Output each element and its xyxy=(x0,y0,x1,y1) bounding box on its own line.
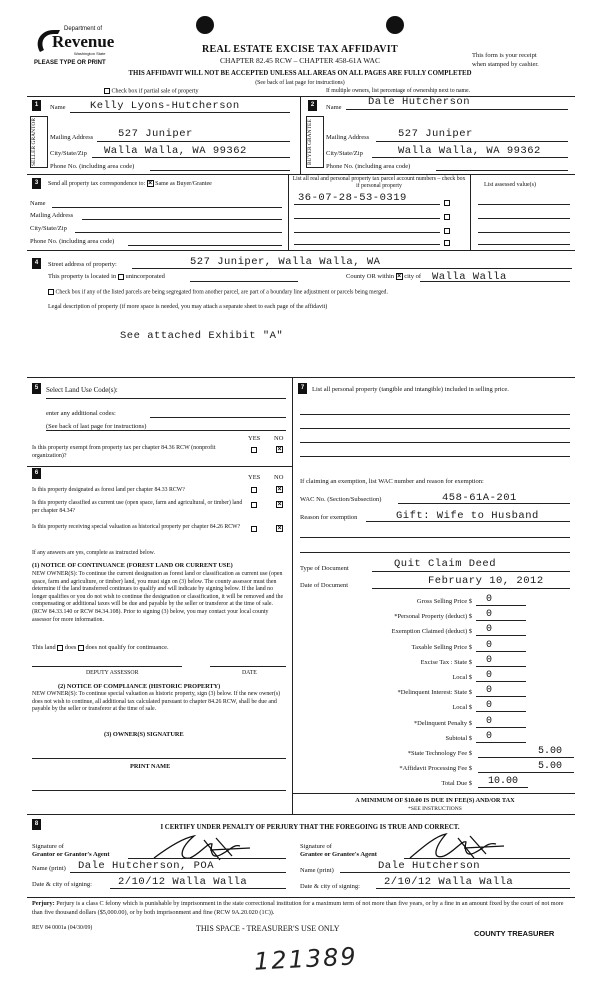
tax-row-label: Gross Selling Price $ xyxy=(416,598,472,605)
section-number-8: 8 xyxy=(32,819,41,830)
county-row xyxy=(346,273,421,280)
owner-signature-label: (3) OWNER(S) SIGNATURE xyxy=(104,731,184,738)
certify-statement: I CERTIFY UNDER PENALTY OF PERJURY THAT THE FOREGOING IS TRUE AND CORRECT. xyxy=(160,824,460,831)
section-number-4: 4 xyxy=(32,258,41,269)
exempt-yes-checkbox[interactable] xyxy=(251,447,257,453)
tax-row-value[interactable]: 10.00 xyxy=(488,776,519,788)
notice1-title: (1) NOTICE OF CONTINUANCE (FOREST LAND OR CURRENT USE) xyxy=(32,562,233,569)
partial-sale-label: Check box if partial sale of property xyxy=(111,88,199,95)
corr-name-label: Name xyxy=(30,200,46,207)
county-label: County OR within xyxy=(346,273,395,280)
perjury-label: Perjury: xyxy=(32,900,55,907)
tax-row-value[interactable]: 0 xyxy=(486,654,493,666)
buyer-address[interactable]: 527 Juniper xyxy=(398,128,473,140)
grantor-date-city[interactable]: 2/10/12 Walla Walla xyxy=(118,876,248,888)
exemption-reason[interactable]: Gift: Wife to Husband xyxy=(396,510,539,522)
tax-row-label: *Delinquent Penalty $ xyxy=(413,719,472,727)
property-city[interactable]: Walla Walla xyxy=(432,271,507,283)
partial-sale-checkbox[interactable] xyxy=(104,88,110,94)
legal-label: Legal description of property (if more space is needed, you may attach a separate sheet to each page of the affidavit) xyxy=(48,304,328,310)
personal-property-label: List all personal property (tangible and intangible) included in selling price. xyxy=(312,386,509,393)
logo-top: Department of xyxy=(64,26,103,32)
city-of-checkbox[interactable]: × xyxy=(397,273,402,281)
additional-codes-label: enter any additional codes: xyxy=(46,410,116,417)
grantee-printed-name[interactable]: Dale Hutcherson xyxy=(378,860,481,872)
tax-row-label: Total Due $ xyxy=(441,780,472,788)
located-row xyxy=(48,273,165,280)
corr-city-label: City/State/Zip xyxy=(30,225,67,232)
tax-row-label: Taxable Selling Price $ xyxy=(411,643,472,651)
tax-row-value[interactable]: 0 xyxy=(486,609,493,621)
buyer-phone-label: Phone No. (including area code) xyxy=(326,163,411,170)
land-use-label: Select Land Use Code(s): xyxy=(46,386,118,394)
segregated-checkbox[interactable] xyxy=(48,289,54,295)
tax-row-label: Excise Tax : State $ xyxy=(420,658,472,666)
treasurer-space: THIS SPACE - TREASURER'S USE ONLY xyxy=(196,924,340,933)
tax-row-value[interactable]: 0 xyxy=(486,624,493,636)
q2-yes-checkbox[interactable] xyxy=(251,502,257,508)
seller-name-label: Name xyxy=(50,104,66,111)
form-number: REV 84 0001a (04/30/09) xyxy=(32,925,93,931)
section-number-6: 6 xyxy=(32,468,41,479)
receipt-note-1: This form is your receipt xyxy=(472,52,537,59)
grantee-name-label: Name (print) xyxy=(300,867,334,874)
seller-city-label: City/State/Zip xyxy=(50,150,87,157)
legal-description[interactable]: See attached Exhibit "A" xyxy=(120,330,284,342)
tax-row-value[interactable]: 0 xyxy=(486,730,493,742)
located-label: This property is located in xyxy=(48,273,117,280)
land-use-yes-header: YES xyxy=(248,435,261,442)
buyer-address-label: Mailing Address xyxy=(326,134,370,141)
this-land-row xyxy=(32,644,169,651)
tax-row-label: *Delinquent Interest: State $ xyxy=(397,689,472,697)
q3-no-checkbox[interactable]: × xyxy=(277,525,282,532)
section-number-7: 7 xyxy=(298,383,307,394)
logo-main: Revenue xyxy=(52,32,115,51)
tax-row-value[interactable]: 0 xyxy=(486,685,493,697)
perjury-block xyxy=(32,900,572,917)
tax-row-label: Subtotal $ xyxy=(445,734,472,742)
parcel-checkbox-3[interactable] xyxy=(444,228,450,234)
notice2-title: (2) NOTICE OF COMPLIANCE (HISTORIC PROPERTY) xyxy=(58,683,221,690)
logo-sub: Washington State xyxy=(74,51,106,56)
tax-row-value[interactable]: 0 xyxy=(486,700,493,712)
tax-row-value[interactable]: 5.00 xyxy=(538,746,563,757)
unincorporated-label: unincorporated xyxy=(125,273,165,280)
receipt-note-2: when stamped by cashier. xyxy=(472,61,539,68)
section-number-2: 2 xyxy=(308,100,317,111)
perjury-text: Perjury is a class C felony which is punishable by imprisonment in the state correctional institution for a maximum term of not more than five years, or by a fine in an amount fixed by the court of not more than five thousand dollars ($5,000.00), or by both imprisonment and fine (RCW 9A.20.020 (1C)). xyxy=(32,900,564,916)
does-checkbox[interactable] xyxy=(57,645,63,651)
correspondence-label-pre: Send all property tax correspondence to: xyxy=(48,180,146,187)
buyer-name[interactable]: Dale Hutcherson xyxy=(368,96,471,108)
stamp-number: 121389 xyxy=(253,942,359,976)
segregated-note: Check box if any of the listed parcels are being segregated from another parcel, are part of a boundary line adjustment or parcels being merged. xyxy=(55,289,388,296)
please-type: PLEASE TYPE OR PRINT xyxy=(34,60,106,66)
tax-row-label: *Personal Property (deduct) $ xyxy=(394,613,472,621)
tax-row-label: Local $ xyxy=(452,704,472,712)
buyer-city-label: City/State/Zip xyxy=(326,150,363,157)
section-number-3: 3 xyxy=(32,178,41,189)
land-use-no-header: NO xyxy=(274,435,284,442)
form-title: REAL ESTATE EXCISE TAX AFFIDAVIT xyxy=(202,44,398,55)
tax-row-label: Local $ xyxy=(452,674,472,681)
tax-row-value[interactable]: 5.00 xyxy=(538,761,563,773)
assessed-header: List assessed value(s) xyxy=(484,182,536,188)
exempt-no-checkbox[interactable]: × xyxy=(277,446,282,453)
city-of-label: city of xyxy=(404,273,422,280)
parcel-checkbox-2[interactable] xyxy=(444,214,450,220)
tax-row-label: Exemption Claimed (deduct) $ xyxy=(391,628,472,636)
tax-row-value[interactable]: 0 xyxy=(486,639,493,651)
does-not-label: does not qualify for continuance. xyxy=(85,644,169,651)
wac-label: WAC No. (Section/Subsection) xyxy=(300,496,382,503)
street-label: Street address of property: xyxy=(48,261,117,268)
multiple-owners-note: If multiple owners, list percentage of ownership next to name. xyxy=(326,88,471,94)
minimum-fee-note: A MINIMUM OF $10.00 IS DUE IN FEE(S) AND/OR TAX xyxy=(355,797,515,804)
grantee-sig-label-1: Signature of xyxy=(300,843,332,850)
parcel-checkbox-1[interactable] xyxy=(444,200,450,206)
exempt-question: Is this property exempt from property tax per chapter 84.36 RCW (nonprofit organization)? xyxy=(32,445,216,459)
seller-side-label: SELLER GRANTOR xyxy=(30,116,48,168)
street-address[interactable]: 527 Juniper, Walla Walla, WA xyxy=(190,256,381,268)
county-treasurer: COUNTY TREASURER xyxy=(474,929,555,938)
section-number-1: 1 xyxy=(32,100,41,111)
forest-q3: Is this property receiving special valuation as historical property per chapter 84.26 RCW? xyxy=(32,524,241,530)
logo xyxy=(34,24,124,60)
notice1-body: NEW OWNER(S): To continue the current designation as forest land or classification as current use (open space, farm and agriculture, or timber) land, you must sign on (3) below. The county assessor must then determine if the land transferred continues to qualify and will indicate by signing below. If the land no longer qualifies or you do not wish to continue the designation or classification, it will be removed and the compensating or additional taxes will be due and payable by the seller or transferor at the time of sale. (RCW 84.33.140 or RCW 84.34.108). Prior to signing (3) below, you may contact your local county assessor for more information. xyxy=(32,571,284,623)
unincorporated-checkbox[interactable] xyxy=(118,274,124,280)
buyer-side-label: BUYER GRANTEE xyxy=(306,116,324,168)
grantee-date-city[interactable]: 2/10/12 Walla Walla xyxy=(384,876,514,888)
forest-q1: Is this property designated as forest land per chapter 84.33 RCW? xyxy=(32,487,185,493)
seller-city[interactable]: Walla Walla, WA 99362 xyxy=(104,145,247,157)
doc-date-label: Date of Document xyxy=(300,582,349,589)
deputy-date-label: DATE xyxy=(242,670,257,676)
same-as-buyer-checkbox[interactable]: × xyxy=(148,180,153,187)
reason-label: Reason for exemption xyxy=(300,514,358,521)
tax-row-label: *Affidavit Processing Fee $ xyxy=(399,765,472,773)
forest-no-header: NO xyxy=(274,474,284,481)
seller-phone-label: Phone No. (including area code) xyxy=(50,163,135,170)
punch-hole-right-icon xyxy=(386,16,404,34)
parcel-checkbox-4[interactable] xyxy=(444,240,450,246)
q2-no-checkbox[interactable]: × xyxy=(277,501,282,508)
buyer-name-label: Name xyxy=(326,104,342,111)
seller-address-label: Mailing Address xyxy=(50,134,94,141)
grantor-name-label: Name (print) xyxy=(32,865,66,872)
partial-sale-row xyxy=(104,88,198,94)
form-subtitle: CHAPTER 82.45 RCW – CHAPTER 458-61A WAC xyxy=(220,56,380,65)
corr-phone-label: Phone No. (including area code) xyxy=(30,238,115,245)
see-instructions-note: *SEE INSTRUCTIONS xyxy=(408,806,462,812)
seller-name[interactable]: Kelly Lyons-Hutcherson xyxy=(90,100,240,112)
grantor-date-label: Date & city of signing: xyxy=(32,881,92,888)
section-number-5: 5 xyxy=(32,383,41,394)
correspondence-row xyxy=(48,180,212,187)
tax-row-value[interactable]: 0 xyxy=(486,715,493,727)
grantee-date-label: Date & city of signing: xyxy=(300,883,360,890)
any-yes-note: If any answers are yes, complete as instructed below. xyxy=(32,550,155,556)
print-name-label: PRINT NAME xyxy=(130,763,171,770)
grantor-printed-name[interactable]: Dale Hutcherson, POA xyxy=(78,860,215,872)
tax-row-value[interactable]: 0 xyxy=(486,670,493,681)
does-label: does xyxy=(64,644,77,651)
segregated-row xyxy=(48,289,388,295)
q1-no-checkbox[interactable]: × xyxy=(277,486,282,493)
q3-yes-checkbox[interactable] xyxy=(251,526,257,532)
grantor-sig-label-2: Grantor or Grantor's Agent xyxy=(32,851,110,858)
does-not-checkbox[interactable] xyxy=(78,645,84,651)
notice2-body: NEW OWNER(S): To continue special valuation as historic property, sign (3) below. If the new owner(s) does not wish to continue, all additional tax calculated pursuant to chapter 84.26 RCW, shall be due and payable by the seller or transferor at the time of sale. xyxy=(32,691,281,713)
tax-row-value[interactable]: 0 xyxy=(486,594,493,605)
grantee-sig-label-2: Grantee or Grantee's Agent xyxy=(300,851,377,858)
doc-date[interactable]: February 10, 2012 xyxy=(428,575,544,587)
instructions-note: (See back of last page for instructions) xyxy=(255,80,345,86)
parcel-number[interactable]: 36-07-28-53-0319 xyxy=(298,192,407,204)
correspondence-label-post: Same as Buyer/Grantee xyxy=(155,180,212,187)
punch-hole-left-icon xyxy=(196,16,214,34)
wac-number[interactable]: 458-61A-201 xyxy=(442,492,517,504)
deputy-assessor-label: DEPUTY ASSESSOR xyxy=(86,670,139,676)
parcel-header: List all real and personal property tax parcel account numbers – check box if personal property xyxy=(292,176,466,189)
tax-row-label: *State Technology Fee $ xyxy=(407,750,472,757)
this-land-label: This land xyxy=(32,644,56,651)
seller-address[interactable]: 527 Juniper xyxy=(118,128,193,140)
q1-yes-checkbox[interactable] xyxy=(251,487,257,493)
buyer-city[interactable]: Walla Walla, WA 99362 xyxy=(398,145,541,157)
corr-address-label: Mailing Address xyxy=(30,212,74,219)
see-back-note: (See back of last page for instructions) xyxy=(46,423,147,430)
forest-yes-header: YES xyxy=(248,474,261,481)
doc-type[interactable]: Quit Claim Deed xyxy=(394,558,497,570)
exemption-claim-label: If claiming an exemption, list WAC number and reason for exemption: xyxy=(300,478,484,485)
doc-type-label: Type of Document xyxy=(300,565,349,572)
forest-q2: Is this property classified as current use (open space, farm and agricultural, or timber) land per chapter 84.34? xyxy=(32,500,243,514)
warning-banner: THIS AFFIDAVIT WILL NOT BE ACCEPTED UNLESS ALL AREAS ON ALL PAGES ARE FULLY COMPLETED xyxy=(128,70,472,77)
grantor-sig-label-1: Signature of xyxy=(32,843,64,850)
